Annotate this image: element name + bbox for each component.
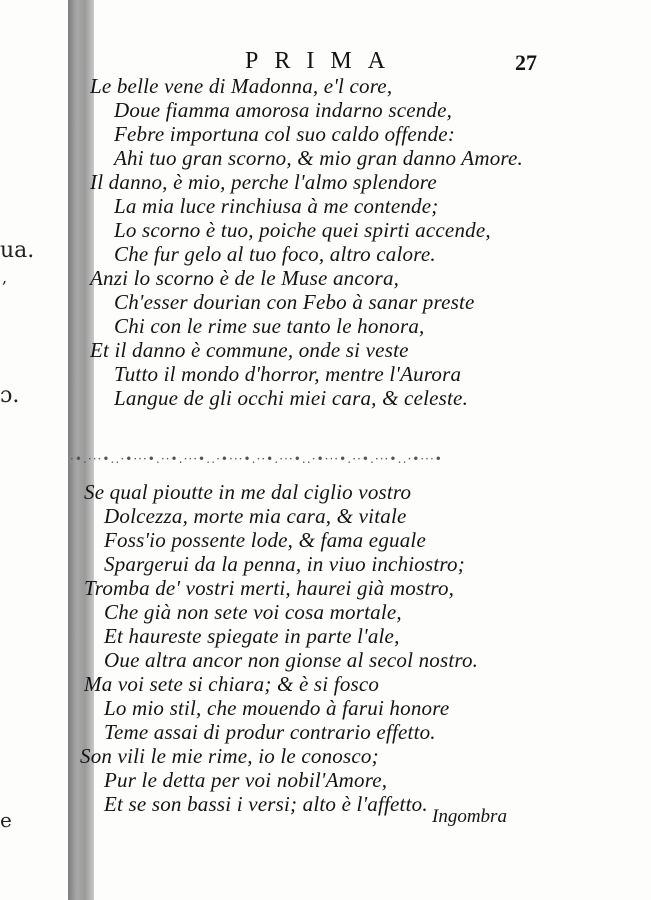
verse-line: Oue altra ancor non gionse al secol nostro. <box>104 648 479 672</box>
running-title: PRIMA <box>245 48 402 74</box>
verse-line: Langue de gli occhi miei cara, & celeste. <box>114 386 469 410</box>
verse-line: Et il danno è commune, onde si veste <box>90 338 409 362</box>
verse-line: Febre importuna col suo caldo offende: <box>114 122 456 146</box>
verse-line: Et se son bassi i versi; alto è l'affetto. <box>104 792 428 816</box>
verse-line: La mia luce rinchiusa à me contende; <box>114 194 439 218</box>
verse-line: Il danno, è mio, perche l'almo splendore <box>90 170 437 194</box>
page-header <box>245 48 545 74</box>
verse-line: Anzi lo scorno è de le Muse ancora, <box>90 266 400 290</box>
verse-line: Pur le detta per voi nobil'Amore, <box>104 768 388 792</box>
verse-line: Et haureste spiegate in parte l'ale, <box>104 624 400 648</box>
verse-line: Lo scorno è tuo, poiche quei spirti accende, <box>114 218 491 242</box>
decorative-divider: ·•․·‧·•․․·•·‧·•․··•․·‧·•․․·•·‧·•․··•․·‧·•․․·•·‧·•․··•․·‧·•․․·•·‧·• <box>70 452 443 466</box>
verse-line: Che già non sete voi cosa mortale, <box>104 600 402 624</box>
verse-line: Tutto il mondo d'horror, mentre l'Aurora <box>114 362 462 386</box>
bleed-through-text: , <box>2 268 8 287</box>
verse-line: Ahi tuo gran scorno, & mio gran danno Amore. <box>114 146 523 170</box>
verse-line: Chi con le rime sue tanto le honora, <box>114 314 425 338</box>
verse-line: Son vili le mie rime, io le conosco; <box>80 744 379 768</box>
verse-line: Le belle vene di Madonna, e'l core, <box>90 74 393 98</box>
verse-line: Spargerui da la penna, in viuo inchiostro; <box>104 552 465 576</box>
verse-line: Tromba de' vostri merti, haurei già mostro, <box>84 576 455 600</box>
bleed-through-text: e <box>0 808 12 832</box>
verse-line: Ch'esser dourian con Febo à sanar preste <box>114 290 475 314</box>
verse-line: Foss'io possente lode, & fama eguale <box>104 528 426 552</box>
verse-line: Doue fiamma amorosa indarno scende, <box>114 98 453 122</box>
verse-line: Che fur gelo al tuo foco, altro calore. <box>114 242 436 266</box>
verse-line: Dolcezza, morte mia cara, & vitale <box>104 504 407 528</box>
verse-line: Ma voi sete si chiara; & è si fosco <box>84 672 380 696</box>
page-number: 27 <box>515 50 537 75</box>
verse-line: Lo mio stil, che mouendo à farui honore <box>104 696 450 720</box>
verse-line: Teme assai di produr contrario effetto. <box>104 720 436 744</box>
bleed-through-text: ua. <box>0 238 35 263</box>
bleed-through-text: ɔ. <box>0 383 20 408</box>
verse-line: Se qual pioutte in me dal ciglio vostro <box>84 480 412 504</box>
catchword: Ingombra <box>432 806 507 827</box>
